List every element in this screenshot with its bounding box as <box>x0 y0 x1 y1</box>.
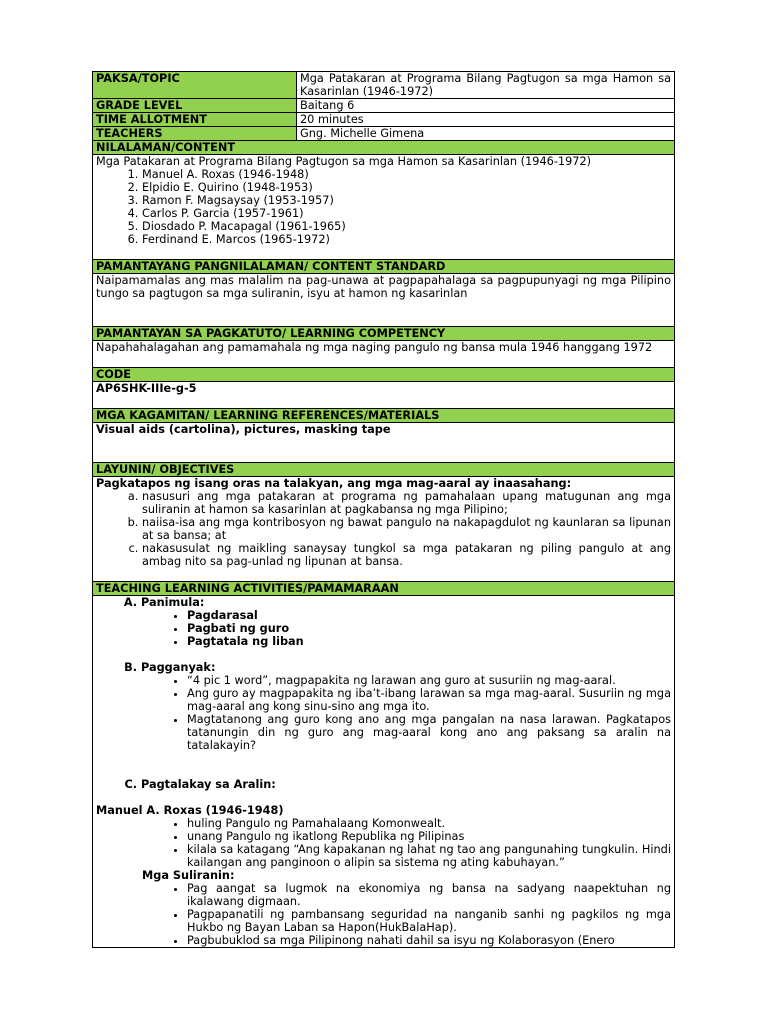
materials-cell <box>93 423 675 463</box>
panimula-label <box>141 596 671 648</box>
topic-label: PAKSA/TOPIC <box>93 72 297 99</box>
list-item: b. naiisa-isa ang mga kontribosyon ng bawat pangulo na nakapagdulot ng kaunlaran sa lipunan at sa bansa; at <box>142 516 671 542</box>
time-label: TIME ALLOTMENT <box>93 113 297 127</box>
teachers-value: Gng. Michelle Gimena <box>297 127 675 141</box>
panimula-list <box>141 609 671 648</box>
president-list <box>96 168 671 246</box>
standard-text: Naipamamalas ang mas malalim na pag-unawa at pagpapahalaga sa pagpupunyagi ng mga Pilipino tungo sa pagtugon sa mga suliranin, isyu at hamon ng kasarinlan <box>96 274 671 300</box>
competency-text: Napahahalagahan ang pamamahala ng mga naging pangulo ng bansa mula 1946 hanggang 1972 <box>96 341 653 354</box>
list-item: • unang Pangulo ng ikatlong Republika ng Pilipinas <box>187 830 671 843</box>
activities-cell <box>93 596 675 948</box>
standard-cell <box>93 274 675 327</box>
materials-header: MGA KAGAMITAN/ LEARNING REFERENCES/MATERIALS <box>93 409 675 423</box>
time-row <box>93 113 675 127</box>
list-item: 6. Ferdinand E. Marcos (1965-1972) <box>142 233 671 246</box>
list-item: 3. Ramon F. Magsaysay (1953-1957) <box>142 194 671 207</box>
code-header: CODE <box>93 368 675 382</box>
list-item: c. nakasusulat ng maikling sanaysay tungkol sa mga patakaran ng piling pangulo at ang ambag nito sa pag-unlad ng lipunan at bansa. <box>142 542 671 568</box>
activities-header: TEACHING LEARNING ACTIVITIES/PAMAMARAAN <box>93 582 675 596</box>
list-item: 5. Diosdado P. Macapagal (1961-1965) <box>142 220 671 233</box>
objectives-intro: Pagkatapos ng isang oras na talakyan, ang mga mag-aaral ay inaasahang: <box>96 477 572 490</box>
list-item: • huling Pangulo ng Pamahalaang Komonwealt. <box>187 817 671 830</box>
pagganyak-label-text: Pagganyak: <box>141 661 216 674</box>
lesson-plan <box>92 71 675 948</box>
content-intro: Mga Patakaran at Programa Bilang Pagtugon sa mga Hamon sa Kasarinlan (1946-1972) <box>96 155 592 168</box>
list-item: • Pagtatala ng liban <box>187 635 671 648</box>
objectives-list <box>96 490 671 568</box>
list-item: • Pagdarasal <box>187 609 671 622</box>
teachers-label: TEACHERS <box>93 127 297 141</box>
competency-cell <box>93 341 675 368</box>
grade-label: GRADE LEVEL <box>93 99 297 113</box>
topic-value: Mga Patakaran at Programa Bilang Pagtugon sa mga Hamon sa Kasarinlan (1946-1972) <box>297 72 675 99</box>
competency-header: PAMANTAYAN SA PAGKATUTO/ LEARNING COMPETENCY <box>93 327 675 341</box>
list-item: 2. Elpidio E. Quirino (1948-1953) <box>142 181 671 194</box>
list-item: a. nasusuri ang mga patakaran at programa ng pamahalaan upang matugunan ang mga suliranin at hamon sa kasarinlan at pagkabansa ng mga Pilipino; <box>142 490 671 516</box>
materials-value: Visual aids (cartolina), pictures, masking tape <box>96 423 391 436</box>
pagganyak-list <box>141 674 671 752</box>
panimula-label-text: Panimula: <box>141 596 205 609</box>
list-item: • Pagbati ng guro <box>187 622 671 635</box>
suliranin-label: Mga Suliranin: <box>142 869 235 882</box>
content-header: NILALAMAN/CONTENT <box>93 141 675 155</box>
activities-pagtalakay <box>96 778 671 791</box>
list-item: • Ang guro ay magpapakita ng iba’t-ibang larawan sa mga mag-aaral. Susuriin ng mga mag-aaral ang kong sinu-sino ang mga ito. <box>187 687 671 713</box>
list-item: • Pagbubuklod sa mga Pilipinong nahati dahil sa isyu ng Kolaborasyon (Enero <box>187 934 671 947</box>
lesson-plan-table <box>92 71 675 948</box>
topic-row <box>93 72 675 99</box>
objectives-header: LAYUNIN/ OBJECTIVES <box>93 463 675 477</box>
list-item: • Pagpapanatili ng pambansang seguridad na nanganib sanhi ng pagkilos ng mga Hukbo ng Bayan Laban sa Hapon(HukBalaHap). <box>187 908 671 934</box>
list-item: • Pag aangat sa lugmok na ekonomiya ng bansa na sadyang naapektuhan ng ikalawang digmaan. <box>187 882 671 908</box>
list-item: • Magtatanong ang guro kong ano ang mga pangalan na nasa larawan. Pagkatapos tatanungin din ng guro ang mag-aaral kong ano ang paksang sa aralin na tatalakayin? <box>187 713 671 752</box>
activities-panimula <box>96 596 671 648</box>
standard-header: PAMANTAYANG PANGNILALAMAN/ CONTENT STANDARD <box>93 260 675 274</box>
grade-value: Baitang 6 <box>297 99 675 113</box>
activities-pagganyak <box>96 661 671 752</box>
list-item: 4. Carlos P. Garcia (1957-1961) <box>142 207 671 220</box>
suliranin-list <box>96 882 671 947</box>
roxas-list <box>96 817 671 869</box>
list-item: • kilala sa katagang “Ang kapakanan ng lahat ng tao ang pangunahing tungkulin. Hindi kailangan ang panginoon o alipin sa sistema ng ating kabuhayan.” <box>187 843 671 869</box>
objectives-cell <box>93 477 675 582</box>
time-value: 20 minutes <box>297 113 675 127</box>
content-cell <box>93 155 675 260</box>
code-value: AP6SHK-IIIe-g-5 <box>96 382 197 395</box>
list-item: 1. Manuel A. Roxas (1946-1948) <box>142 168 671 181</box>
roxas-heading: Manuel A. Roxas (1946-1948) <box>96 804 284 817</box>
code-cell <box>93 382 675 409</box>
teachers-row <box>93 127 675 141</box>
pagtalakay-label: C. Pagtalakay sa Aralin: <box>141 778 671 791</box>
grade-row <box>93 99 675 113</box>
list-item: • “4 pic 1 word”, magpapakita ng larawan ang guro at susuriin ng mag-aaral. <box>187 674 671 687</box>
pagganyak-label <box>141 661 671 752</box>
